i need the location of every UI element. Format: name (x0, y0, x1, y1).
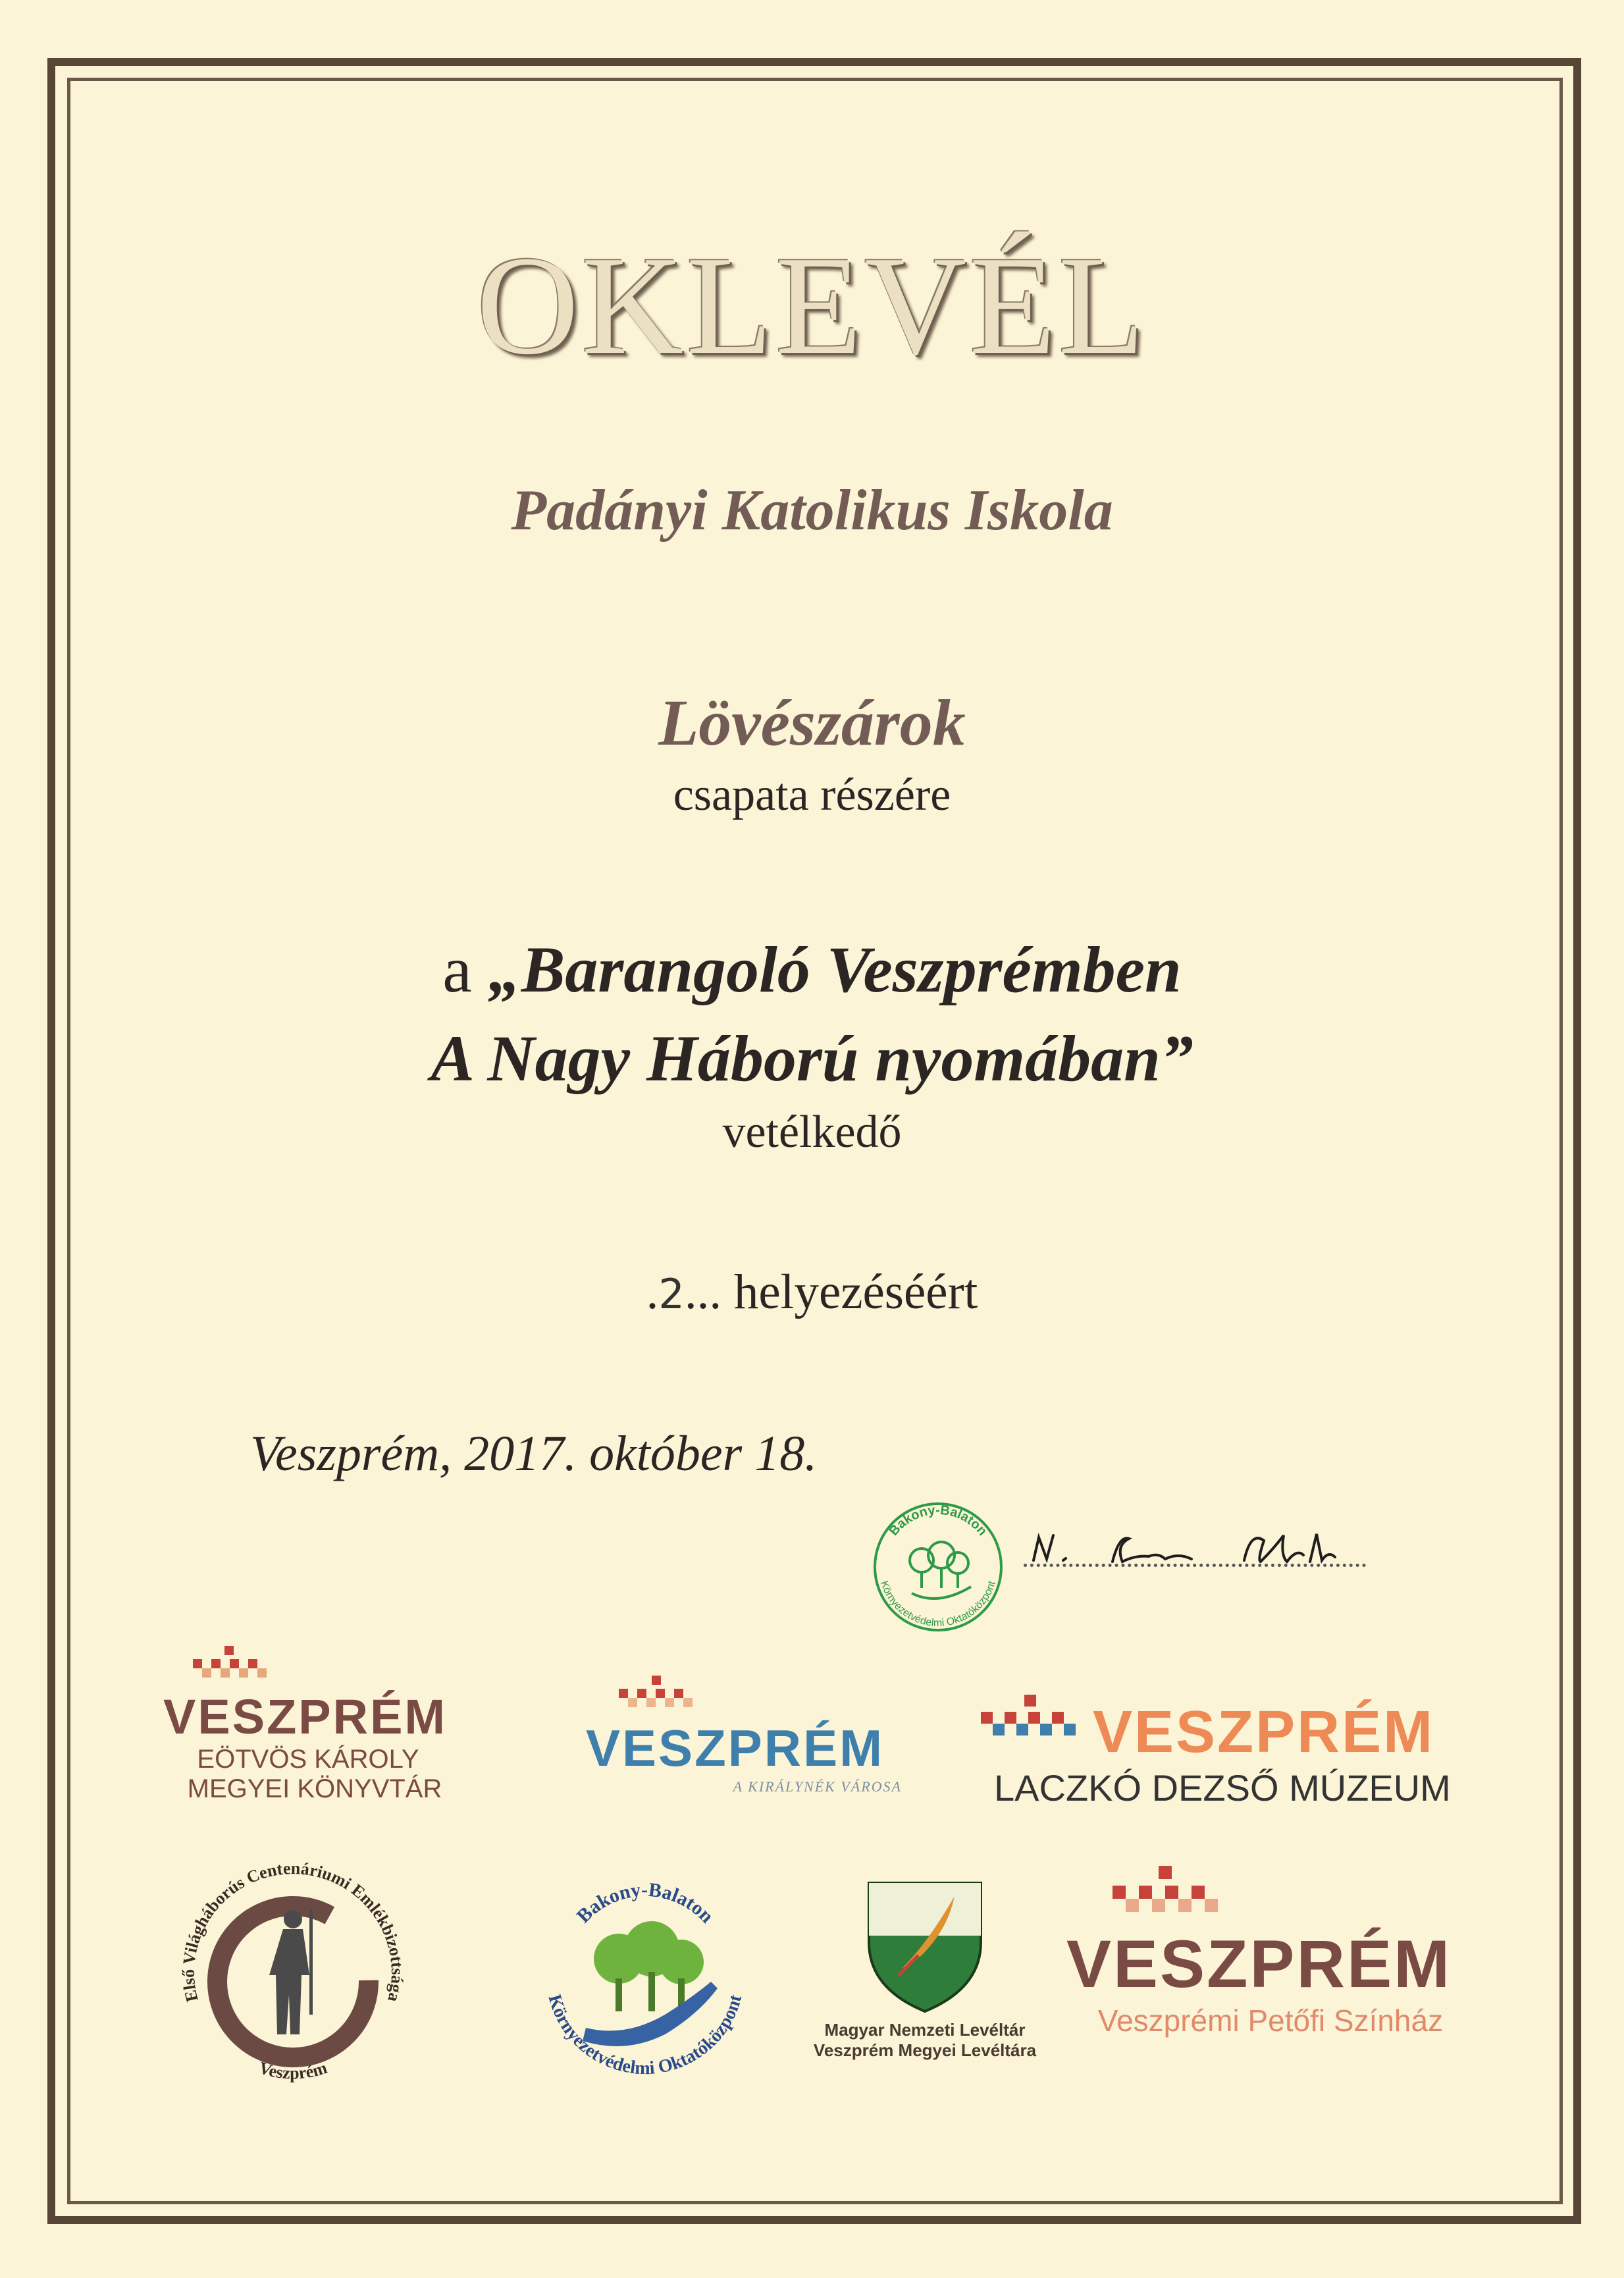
placement-dots-left: . (646, 1265, 659, 1319)
city-brand: VESZPRÉM (586, 1719, 885, 1777)
placement-dots-right: ... (684, 1265, 734, 1319)
svg-text:Környezetvédelmi Oktatóközpont (878, 1579, 998, 1629)
library-line1: EÖTVÖS KÁROLY (197, 1745, 419, 1774)
stamp-bottom-text: Környezetvédelmi Oktatóközpont (878, 1579, 998, 1629)
issue-date: Veszprém, 2017. október 18. (250, 1426, 818, 1481)
city-logo (586, 1676, 915, 1795)
library-logo (163, 1646, 473, 1804)
stamp-tree-icon (910, 1542, 971, 1599)
checker-crown-icon (619, 1676, 711, 1715)
eco-bottom-text: Környezetvédelmi Oktatóközpont (544, 1992, 747, 2079)
checker-crown-icon (193, 1646, 278, 1685)
signature-line (1024, 1564, 1366, 1567)
checker-crown-icon (981, 1692, 1093, 1751)
museum-logo (981, 1692, 1507, 1809)
theatre-brand: VESZPRÉM (1066, 1926, 1452, 2001)
event-subtitle: vetélkedő (722, 1107, 902, 1157)
event-line1: „Barangoló Veszprémben (488, 933, 1182, 1006)
soldier-icon (269, 1909, 313, 2034)
archive-logo (777, 1876, 1073, 2061)
certificate-title: OKLEVÉL (476, 226, 1148, 384)
team-subtitle: csapata részére (673, 770, 951, 820)
museum-brand: VESZPRÉM (1093, 1699, 1435, 1765)
checker-crown-icon (1113, 1863, 1238, 1922)
centenary-city: Veszprém (256, 2057, 330, 2083)
placement-text: helyezéséért (733, 1265, 978, 1319)
eco-top-text: Bakony-Balaton (572, 1878, 718, 1928)
svg-text:Bakony-Balaton (573, 1879, 718, 1928)
theatre-logo (1066, 1863, 1488, 2038)
event-prefix: a (442, 933, 472, 1006)
archive-line1: Magyar Nemzeti Levéltár (824, 2020, 1026, 2040)
placement-value: 2 (658, 1270, 685, 1318)
city-tagline: A KIRÁLYNÉK VÁROSA (733, 1778, 902, 1795)
tree-icon (594, 1921, 704, 2011)
museum-line1: LACZKÓ DEZSŐ MÚZEUM (994, 1767, 1451, 1809)
eco-logo (520, 1850, 770, 2100)
centenary-ring-text: Első Világháborús Centenáriumi Emlékbizottsága (178, 1859, 407, 2004)
library-line2: MEGYEI KÖNYVTÁR (187, 1774, 442, 1803)
eco-stamp (859, 1495, 1017, 1639)
theatre-line1: Veszprémi Petőfi Színház (1097, 2003, 1444, 2038)
team-name: Lövészárok (658, 686, 966, 759)
shield-quill-icon (862, 1876, 987, 2015)
svg-text:Bakony-Balaton (887, 1503, 990, 1539)
library-brand: VESZPRÉM (163, 1689, 448, 1744)
event-line2: A Nagy Háború nyomában” (431, 1022, 1193, 1095)
archive-line2: Veszprém Megyei Levéltára (813, 2040, 1037, 2060)
placement-line (0, 1264, 1624, 1321)
centenary-logo (168, 1857, 418, 2107)
event-title-line1 (0, 932, 1624, 1007)
school-name: Padányi Katolikus Iskola (511, 479, 1113, 543)
stamp-top-text: Bakony-Balaton (886, 1502, 990, 1539)
